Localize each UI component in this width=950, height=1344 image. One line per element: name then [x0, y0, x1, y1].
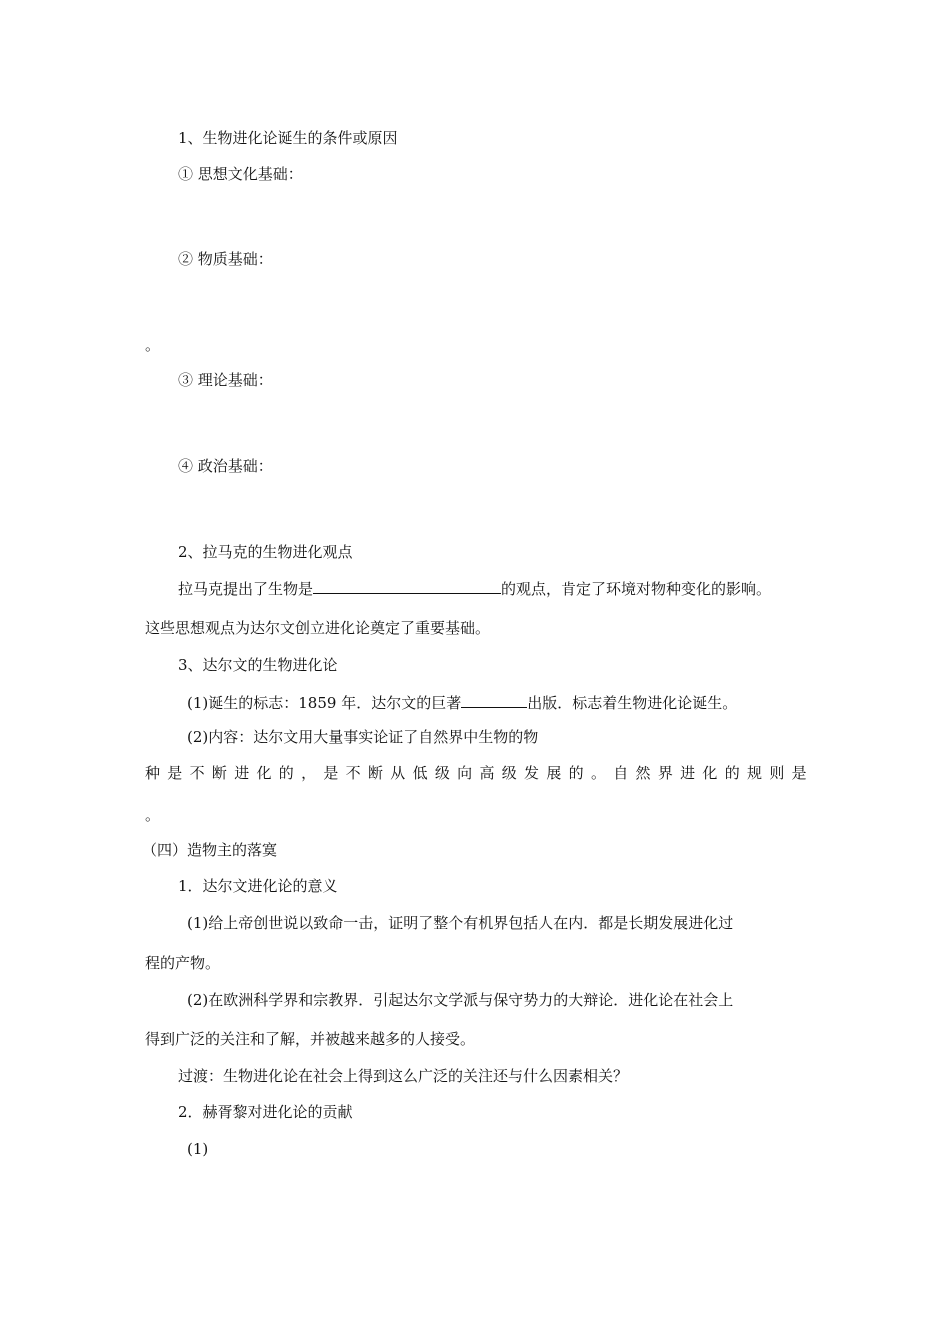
justified-char: 化 [702, 764, 718, 782]
section3-heading: 3、达尔文的生物进化论 [178, 656, 338, 674]
justified-char: 自 [613, 764, 629, 782]
section2-line2: 这些思想观点为达尔文创立进化论奠定了重要基础。 [145, 619, 491, 637]
section4-sub2-p1: (1) [187, 1140, 209, 1158]
justified-char: 是 [167, 764, 183, 782]
section4-sub1-p1-line2: 程的产物。 [145, 954, 221, 972]
section2-line1-post: 的观点，肯定了环境对物种变化的影响。 [501, 580, 772, 598]
section1-heading: 1、生物进化论诞生的条件或原因 [178, 129, 398, 147]
section4-sub2-heading: 2．赫胥黎对进化论的贡献 [178, 1103, 353, 1121]
section2-line1-pre: 拉马克提出了生物是 [178, 580, 314, 598]
justified-char: 断 [211, 764, 227, 782]
justified-char: 。 [590, 764, 606, 782]
justified-char: 界 [657, 764, 673, 782]
justified-char: 化 [256, 764, 272, 782]
justified-char: 不 [345, 764, 361, 782]
section1-item-material: ② 物质基础： [178, 250, 273, 268]
justified-char: ， [301, 764, 317, 782]
section4-sub1-p2-line2: 得到广泛的关注和了解，并被越来越多的人接受。 [145, 1030, 476, 1048]
justified-char: 种 [145, 764, 161, 782]
section4-heading: （四）造物主的落寞 [142, 841, 278, 859]
justified-char: 则 [769, 764, 785, 782]
fill-in-blank-book[interactable] [461, 692, 527, 708]
justified-char: 高 [479, 764, 495, 782]
section4-sub1-p1-line1: (1)给上帝创世说以致命一击，证明了整个有机界包括人在内．都是长期发展进化过 [187, 914, 734, 932]
justified-char: 的 [278, 764, 294, 782]
justified-char: 然 [635, 764, 651, 782]
justified-char: 展 [546, 764, 562, 782]
section1-period: 。 [145, 336, 161, 354]
section1-item-politics: ④ 政治基础： [178, 457, 273, 475]
section3-point2: (2)内容：达尔文用大量事实论证了自然界中生物的物 [187, 728, 539, 746]
fill-in-blank-lamarck[interactable] [313, 578, 501, 594]
justified-char: 发 [524, 764, 540, 782]
section2-line1 [178, 578, 771, 598]
justified-char: 进 [234, 764, 250, 782]
justified-char: 的 [568, 764, 584, 782]
justified-char: 进 [680, 764, 696, 782]
section3-point2-continued [145, 763, 807, 783]
section3-point1-pre: (1)诞生的标志：1859 年．达尔文的巨著 [187, 694, 462, 712]
section4-sub1-p2-line1: (2)在欧洲科学界和宗教界．引起达尔文学派与保守势力的大辩论．进化论在社会上 [187, 991, 734, 1009]
justified-char: 规 [747, 764, 763, 782]
section1-item-theory: ③ 理论基础： [178, 371, 273, 389]
justified-char: 从 [390, 764, 406, 782]
justified-char: 是 [791, 764, 807, 782]
justified-char: 的 [724, 764, 740, 782]
section4-sub1-heading: 1．达尔文进化论的意义 [178, 877, 338, 895]
justified-char: 低 [412, 764, 428, 782]
justified-char: 级 [434, 764, 450, 782]
justified-char: 向 [457, 764, 473, 782]
section1-item-culture: ① 思想文化基础： [178, 165, 303, 183]
section3-point1 [187, 692, 737, 712]
section3-point1-post: 出版．标志着生物进化论诞生。 [527, 694, 738, 712]
section2-heading: 2、拉马克的生物进化观点 [178, 543, 353, 561]
justified-char: 断 [367, 764, 383, 782]
section4-transition: 过渡：生物进化论在社会上得到这么广泛的关注还与什么因素相关？ [178, 1067, 629, 1085]
justified-char: 是 [323, 764, 339, 782]
justified-char: 级 [501, 764, 517, 782]
section3-period: 。 [145, 806, 161, 824]
justified-char: 不 [189, 764, 205, 782]
